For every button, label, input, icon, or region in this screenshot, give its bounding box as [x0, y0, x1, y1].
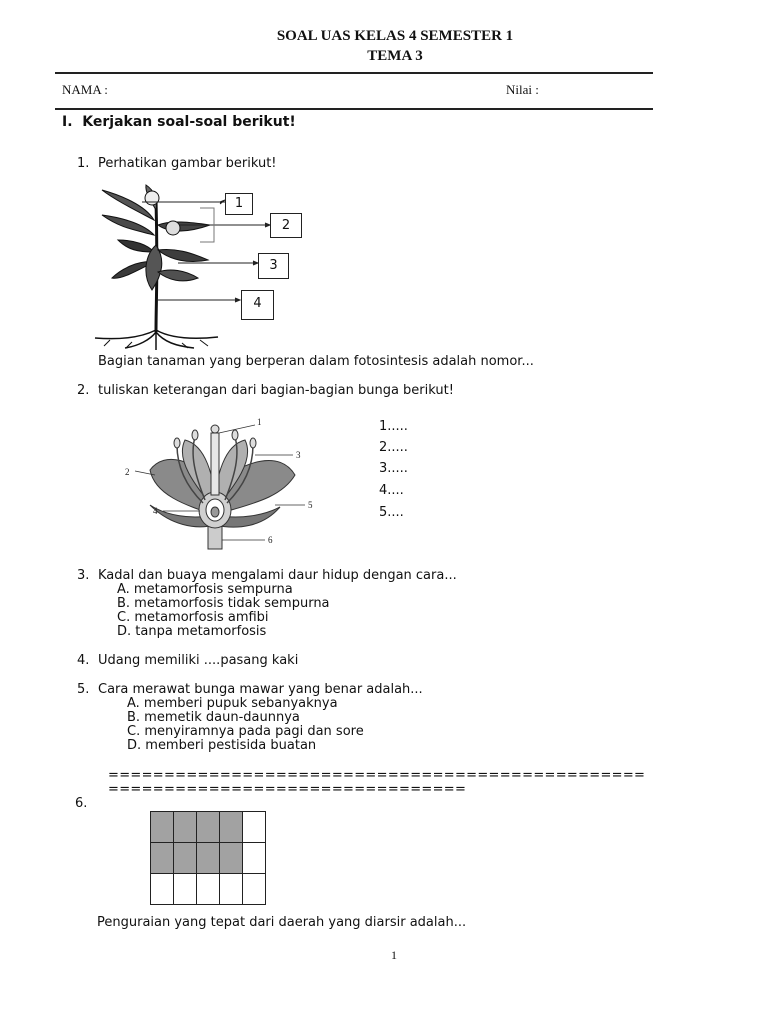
q5-option-c: C. menyiramnya pada pagi dan sore: [127, 724, 364, 739]
grid-cell-shaded: [151, 812, 174, 843]
header-bottom-rule: [55, 108, 653, 110]
q3-number: 3.: [77, 568, 90, 583]
leaf: [158, 249, 208, 261]
plant-label-1: 1: [225, 193, 253, 215]
plant-label-3: 3: [258, 253, 289, 279]
leaf: [158, 270, 198, 281]
grid-cell: [174, 874, 197, 905]
q6-number: 6.: [75, 796, 88, 811]
plant-label-2: 2: [270, 213, 302, 238]
nama-label: NAMA :: [62, 82, 108, 97]
grid-cell: [151, 874, 174, 905]
grid-cell-shaded: [151, 843, 174, 874]
grid-cell: [197, 874, 220, 905]
q3-option-b: B. metamorfosis tidak sempurna: [117, 596, 330, 611]
plant-label-4: 4: [241, 290, 274, 320]
grid-cell-shaded: [174, 812, 197, 843]
flower-label-3: 3: [296, 450, 301, 460]
grid-cell: [220, 874, 243, 905]
q5-option-d: D. memberi pestisida buatan: [127, 738, 317, 753]
q1-question: Bagian tanaman yang berperan dalam fotosintesis adalah nomor...: [98, 354, 534, 369]
q3-option-c: C. metamorfosis amfibi: [117, 610, 269, 625]
q5-text: Cara merawat bunga mawar yang benar adalah...: [98, 682, 423, 697]
q2-answer-3: 3.....: [379, 461, 408, 476]
q3-text: Kadal dan buaya mengalami daur hidup dengan cara...: [98, 568, 457, 583]
q5-number: 5.: [77, 682, 90, 697]
q2-number: 2.: [77, 383, 90, 398]
grid-cell-shaded: [197, 812, 220, 843]
grid-cell: [243, 843, 266, 874]
flower-label-5: 5: [308, 500, 313, 510]
header-top-rule: [55, 72, 653, 74]
q2-answer-4: 4....: [379, 483, 404, 498]
q6-question: Penguraian yang tepat dari daerah yang diarsir adalah...: [97, 915, 467, 930]
separator-line-2: ================================: [108, 782, 467, 797]
q4-number: 4.: [77, 653, 90, 668]
flower-label-4: 4: [153, 506, 158, 516]
q1-text: Perhatikan gambar berikut!: [98, 156, 277, 171]
grid-cell-shaded: [220, 843, 243, 874]
flower-label-2: 2: [125, 467, 130, 477]
grid-cell-shaded: [220, 812, 243, 843]
separator-line-1: ================================================: [108, 768, 646, 783]
nilai-label: Nilai :: [506, 82, 539, 97]
q2-text: tuliskan keterangan dari bagian-bagian bunga berikut!: [98, 383, 454, 398]
q2-answer-1: 1.....: [379, 419, 408, 434]
leaf: [102, 215, 154, 235]
q2-answer-2: 2.....: [379, 440, 408, 455]
q2-answer-5: 5....: [379, 505, 404, 520]
q5-option-a: A. memberi pupuk sebanyaknya: [127, 696, 338, 711]
leaf: [118, 240, 154, 252]
section-heading: I. Kerjakan soal-soal berikut!: [62, 114, 296, 130]
page-title: SOAL UAS KELAS 4 SEMESTER 1: [276, 28, 514, 44]
q4-text: Udang memiliki ....pasang kaki: [98, 653, 299, 668]
q3-option-a: A. metamorfosis sempurna: [117, 582, 293, 597]
flower-label-6: 6: [268, 535, 273, 545]
fraction-grid: [150, 811, 266, 905]
q5-option-b: B. memetik daun-daunnya: [127, 710, 300, 725]
q3-option-d: D. tanpa metamorfosis: [117, 624, 267, 639]
page-subtitle: TEMA 3: [367, 48, 423, 64]
grid-cell: [243, 874, 266, 905]
flower-diagram: [115, 415, 325, 555]
flower-label-1: 1: [257, 417, 262, 427]
grid-cell-shaded: [174, 843, 197, 874]
grid-cell: [243, 812, 266, 843]
grid-cell-shaded: [197, 843, 220, 874]
page-number: 1: [391, 948, 397, 962]
q1-number: 1.: [77, 156, 90, 171]
